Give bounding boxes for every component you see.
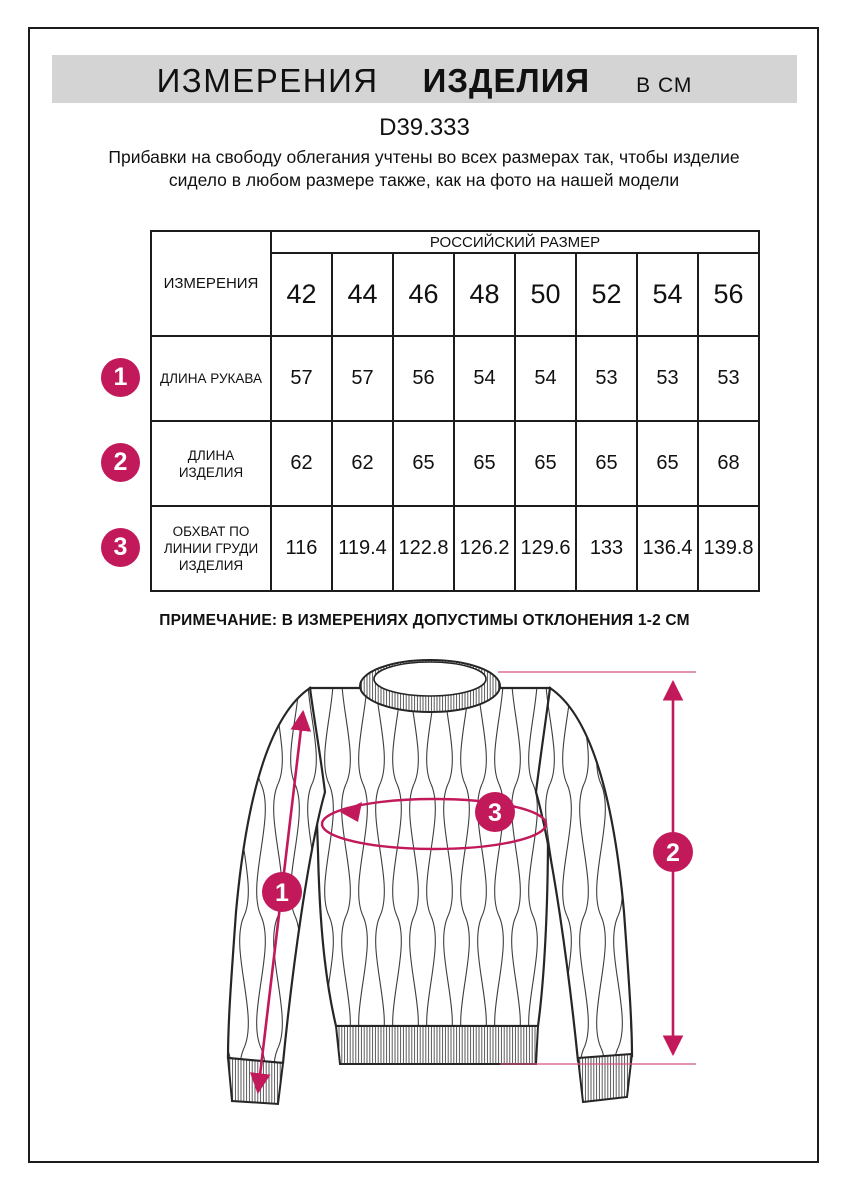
measure-badge-1: 1	[101, 358, 140, 397]
cell-value: 56	[393, 336, 454, 421]
row-label-chest-girth: ОБХВАТ ПО ЛИНИИ ГРУДИ ИЗДЕЛИЯ	[151, 506, 271, 591]
cell-value: 136.4	[637, 506, 698, 591]
cell-value: 65	[637, 421, 698, 506]
figure-badge-sleeve-length	[262, 872, 302, 912]
right-cuff-ribbing	[578, 1054, 632, 1102]
cell-value: 57	[332, 336, 393, 421]
fit-description: Прибавки на свободу облегания учтены во всех размерах так, чтобы изделие сидело в любом размере также, как на фото на нашей модели	[108, 147, 740, 190]
right-sleeve	[536, 688, 632, 1061]
size-col-44: 44	[332, 253, 393, 336]
svg-text:1: 1	[275, 879, 289, 907]
title-word-izmereniya: ИЗМЕРЕНИЯ	[156, 62, 379, 99]
cell-value: 139.8	[698, 506, 759, 591]
left-cuff-ribbing	[228, 1058, 283, 1104]
cell-value: 122.8	[393, 506, 454, 591]
size-col-52: 52	[576, 253, 637, 336]
sweater-technical-drawing	[150, 652, 710, 1167]
product-code: D39.333	[379, 114, 470, 141]
cell-value: 119.4	[332, 506, 393, 591]
table-row-garment-length	[151, 421, 759, 506]
cell-value: 53	[637, 336, 698, 421]
size-col-54: 54	[637, 253, 698, 336]
figure-badge-chest	[475, 792, 515, 832]
cell-value: 54	[515, 336, 576, 421]
table-header-russian-size: РОССИЙСКИЙ РАЗМЕР	[271, 231, 759, 253]
cell-value: 65	[576, 421, 637, 506]
size-col-46: 46	[393, 253, 454, 336]
cell-value: 53	[698, 336, 759, 421]
svg-text:2: 2	[666, 839, 680, 867]
size-table	[150, 230, 760, 592]
size-col-56: 56	[698, 253, 759, 336]
measure-badge-2: 2	[101, 443, 140, 482]
cell-value: 68	[698, 421, 759, 506]
table-header-measurements: ИЗМЕРЕНИЯ	[151, 231, 271, 336]
sweater-body	[310, 688, 550, 1026]
cell-value: 129.6	[515, 506, 576, 591]
cell-value: 65	[515, 421, 576, 506]
row-label-sleeve-length: ДЛИНА РУКАВА	[151, 336, 271, 421]
cell-value: 57	[271, 336, 332, 421]
size-col-42: 42	[271, 253, 332, 336]
tolerance-note: ПРИМЕЧАНИЕ: В ИЗМЕРЕНИЯХ ДОПУСТИМЫ ОТКЛОНЕНИЯ 1-2 СМ	[159, 612, 690, 629]
neck-opening	[374, 662, 486, 696]
cell-value: 65	[454, 421, 515, 506]
row-label-garment-length: ДЛИНА ИЗДЕЛИЯ	[151, 421, 271, 506]
figure-badge-garment-length	[653, 832, 693, 872]
cell-value: 126.2	[454, 506, 515, 591]
cell-value: 53	[576, 336, 637, 421]
title-unit-cm: В СМ	[636, 74, 693, 97]
cell-value: 62	[332, 421, 393, 506]
title-strip	[52, 55, 797, 103]
table-row-sleeve-length	[151, 336, 759, 421]
cell-value: 62	[271, 421, 332, 506]
table-row-chest-girth	[151, 506, 759, 591]
cell-value: 133	[576, 506, 637, 591]
size-col-50: 50	[515, 253, 576, 336]
cell-value: 116	[271, 506, 332, 591]
title-word-izdeliya: ИЗДЕЛИЯ	[422, 62, 591, 99]
size-col-48: 48	[454, 253, 515, 336]
svg-text:3: 3	[488, 799, 502, 827]
cell-value: 54	[454, 336, 515, 421]
measure-badge-3: 3	[101, 528, 140, 567]
cell-value: 65	[393, 421, 454, 506]
hem-ribbing	[336, 1026, 538, 1064]
